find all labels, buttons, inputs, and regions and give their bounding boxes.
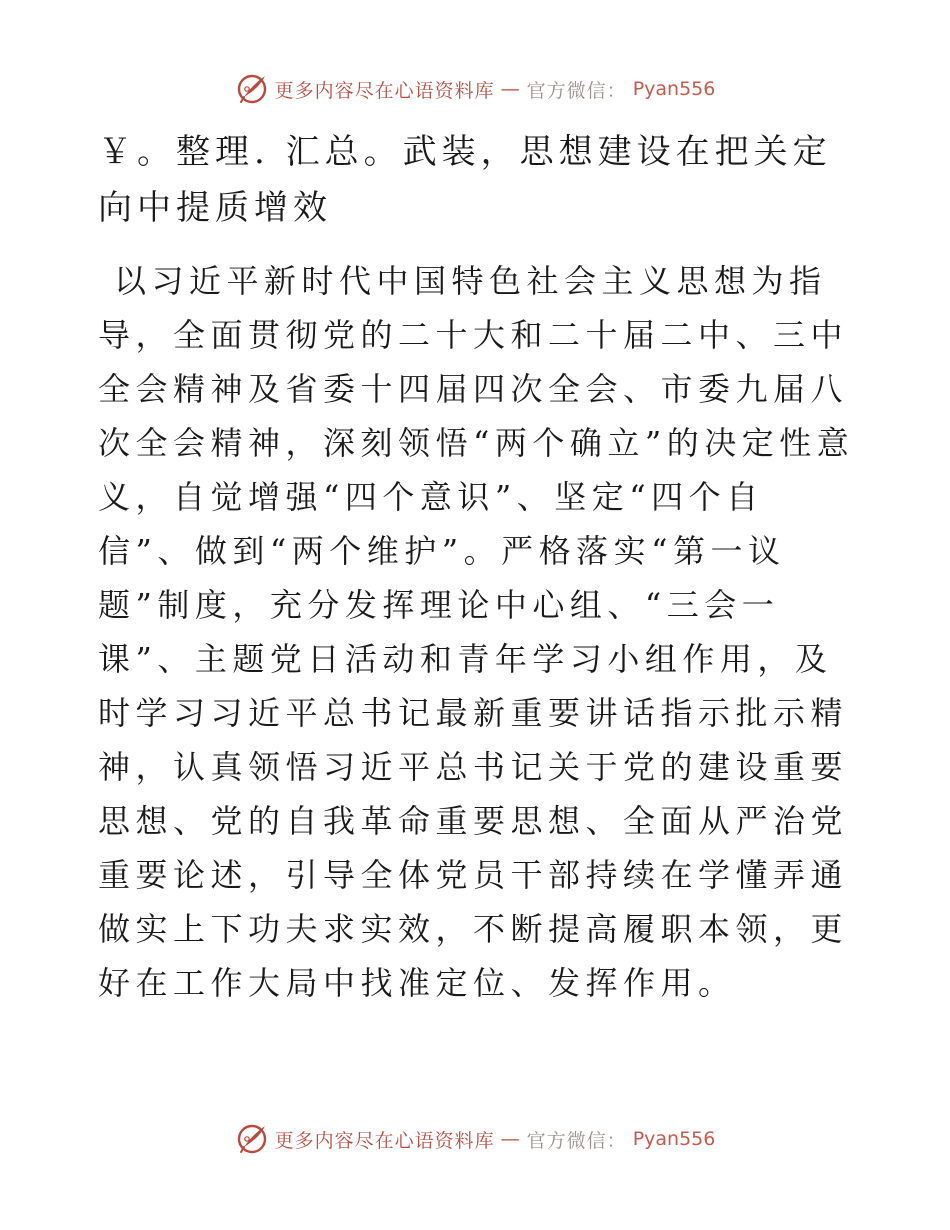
feather-pen-logo-icon bbox=[235, 72, 269, 106]
watermark-brand-text: 更多内容尽在心语资料库 bbox=[274, 79, 495, 102]
watermark-brand-text: 更多内容尽在心语资料库 bbox=[274, 1129, 495, 1152]
section-heading: ￥。整理. 汇总。武装，思想建设在把关定向中提质增效 bbox=[98, 132, 832, 228]
feather-pen-logo-icon bbox=[235, 1122, 269, 1156]
body-paragraph: 以习近平新时代中国特色社会主义思想为指导，全面贯彻党的二十大和二十届二中、三中全会精神及省委十四届四次全会、市委九届八次全会精神，深刻领悟“两个确立”的决定性意义，自觉增强“四个意识”、坚定“四个自信”、做到“两个维护”。严格落实“第一议题”制度，充分发挥理论中心组、“三会一课”、主题党日活动和青年学习小组作用，及时学习习近平总书记最新重要讲话指示批示精神，认真领悟习近平总书记关于党的建设重要思想、党的自我革命重要思想、全面从严治党重要论述，引导全体党员干部持续在学懂弄通做实上下功夫求实效，不断提高履职本领，更好在工作大局中找准定位、发挥作用。 bbox=[98, 262, 855, 1002]
watermark-official-label: 官方微信： bbox=[526, 79, 627, 102]
watermark-wechat-id: Pyan556 bbox=[632, 78, 716, 100]
footer-watermark bbox=[0, 1122, 950, 1156]
watermark-dash: — bbox=[500, 78, 521, 100]
watermark-wechat-id: Pyan556 bbox=[632, 1128, 716, 1150]
watermark-official-label: 官方微信： bbox=[526, 1129, 627, 1152]
header-watermark bbox=[0, 72, 950, 106]
watermark-dash: — bbox=[500, 1128, 521, 1150]
document-content bbox=[98, 124, 858, 1010]
